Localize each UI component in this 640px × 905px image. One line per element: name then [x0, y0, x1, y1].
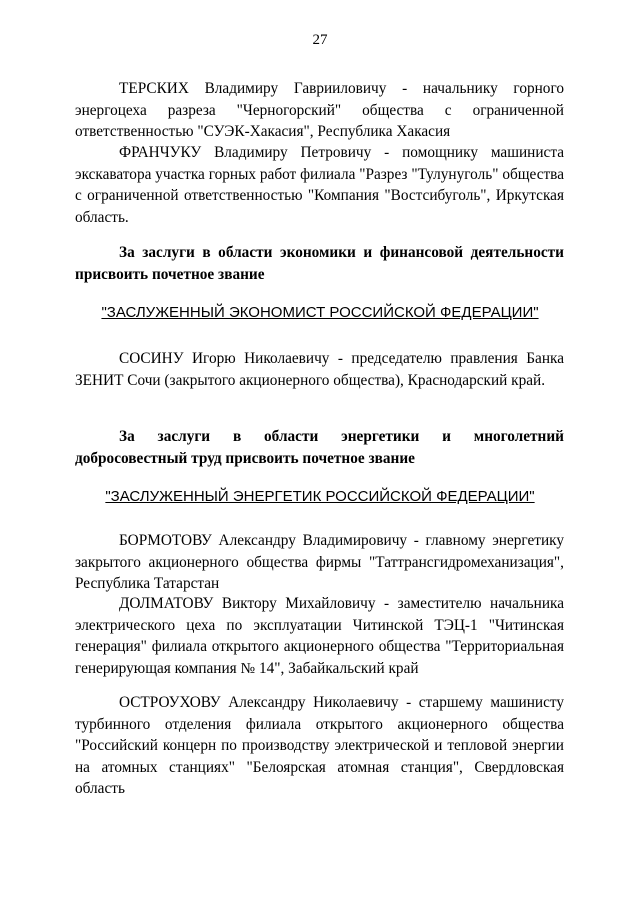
- page-number: 27: [312, 32, 328, 48]
- award-entry-sosin: [75, 348, 564, 391]
- honorary-title-energetic: "ЗАСЛУЖЕННЫЙ ЭНЕРГЕТИК РОССИЙСКОЙ ФЕДЕРАЦИИ": [105, 488, 535, 505]
- honorary-title-economist: "ЗАСЛУЖЕННЫЙ ЭКОНОМИСТ РОССИЙСКОЙ ФЕДЕРАЦИИ": [101, 304, 539, 321]
- section-heading-energy-line1: [75, 426, 564, 448]
- award-entry-text: ДОЛМАТОВУ Виктору Михайловичу - заместителю начальника электрического цеха по эксплуатации Читинской ТЭЦ-1 "Читинская генерация" филиала открытого акционерного общества "Территориальная генерирующая компания № 14", Забайкальский край: [75, 595, 564, 677]
- award-entry-text: ФРАНЧУКУ Владимиру Петровичу - помощнику машиниста экскаватора участка горных работ филиала "Разрез "Тулунуголь" общества с ограниченной ответственностью "Компания "Востсибуголь", Иркутская область.: [75, 144, 564, 226]
- section-heading-text: За заслуги в области экономики и финансовой деятельности присвоить почетное звание: [75, 244, 564, 283]
- award-entry-text: ОСТРОУХОВУ Александру Николаевичу - старшему машинисту турбинного отделения филиала открытого акционерного общества "Российский концерн по производству электрической и тепловой энергии на атомных станциях" "Белоярская атомная станция", Свердловская область: [75, 694, 564, 797]
- award-entry-ostroukhov: [75, 692, 564, 800]
- award-entry-text: СОСИНУ Игорю Николаевичу - председателю правления Банка ЗЕНИТ Сочи (закрытого акционерного общества), Краснодарский край.: [75, 350, 564, 389]
- award-entry-text: ТЕРСКИХ Владимиру Гаврииловичу - начальнику горного энергоцеха разреза "Черногорский" общества с ограниченной ответственностью "СУЭК-Хакасия", Республика Хакасия: [75, 80, 564, 140]
- award-entry-terskikh: [75, 78, 564, 143]
- award-entry-text: БОРМОТОВУ Александру Владимировичу - главному энергетику закрытого акционерного общества фирмы "Таттрансгидромеханизация", Республика Татарстан: [75, 532, 564, 592]
- award-entry-dolmatov: [75, 593, 564, 679]
- section-heading-energy-line2: добросовестный труд присвоить почетное звание: [75, 449, 415, 467]
- award-entry-franchuk: [75, 142, 564, 228]
- award-entry-bormotov: [75, 530, 564, 595]
- section-heading-economy: [75, 242, 564, 285]
- section-heading-text: За заслуги в области энергетики и многолетний: [119, 428, 564, 445]
